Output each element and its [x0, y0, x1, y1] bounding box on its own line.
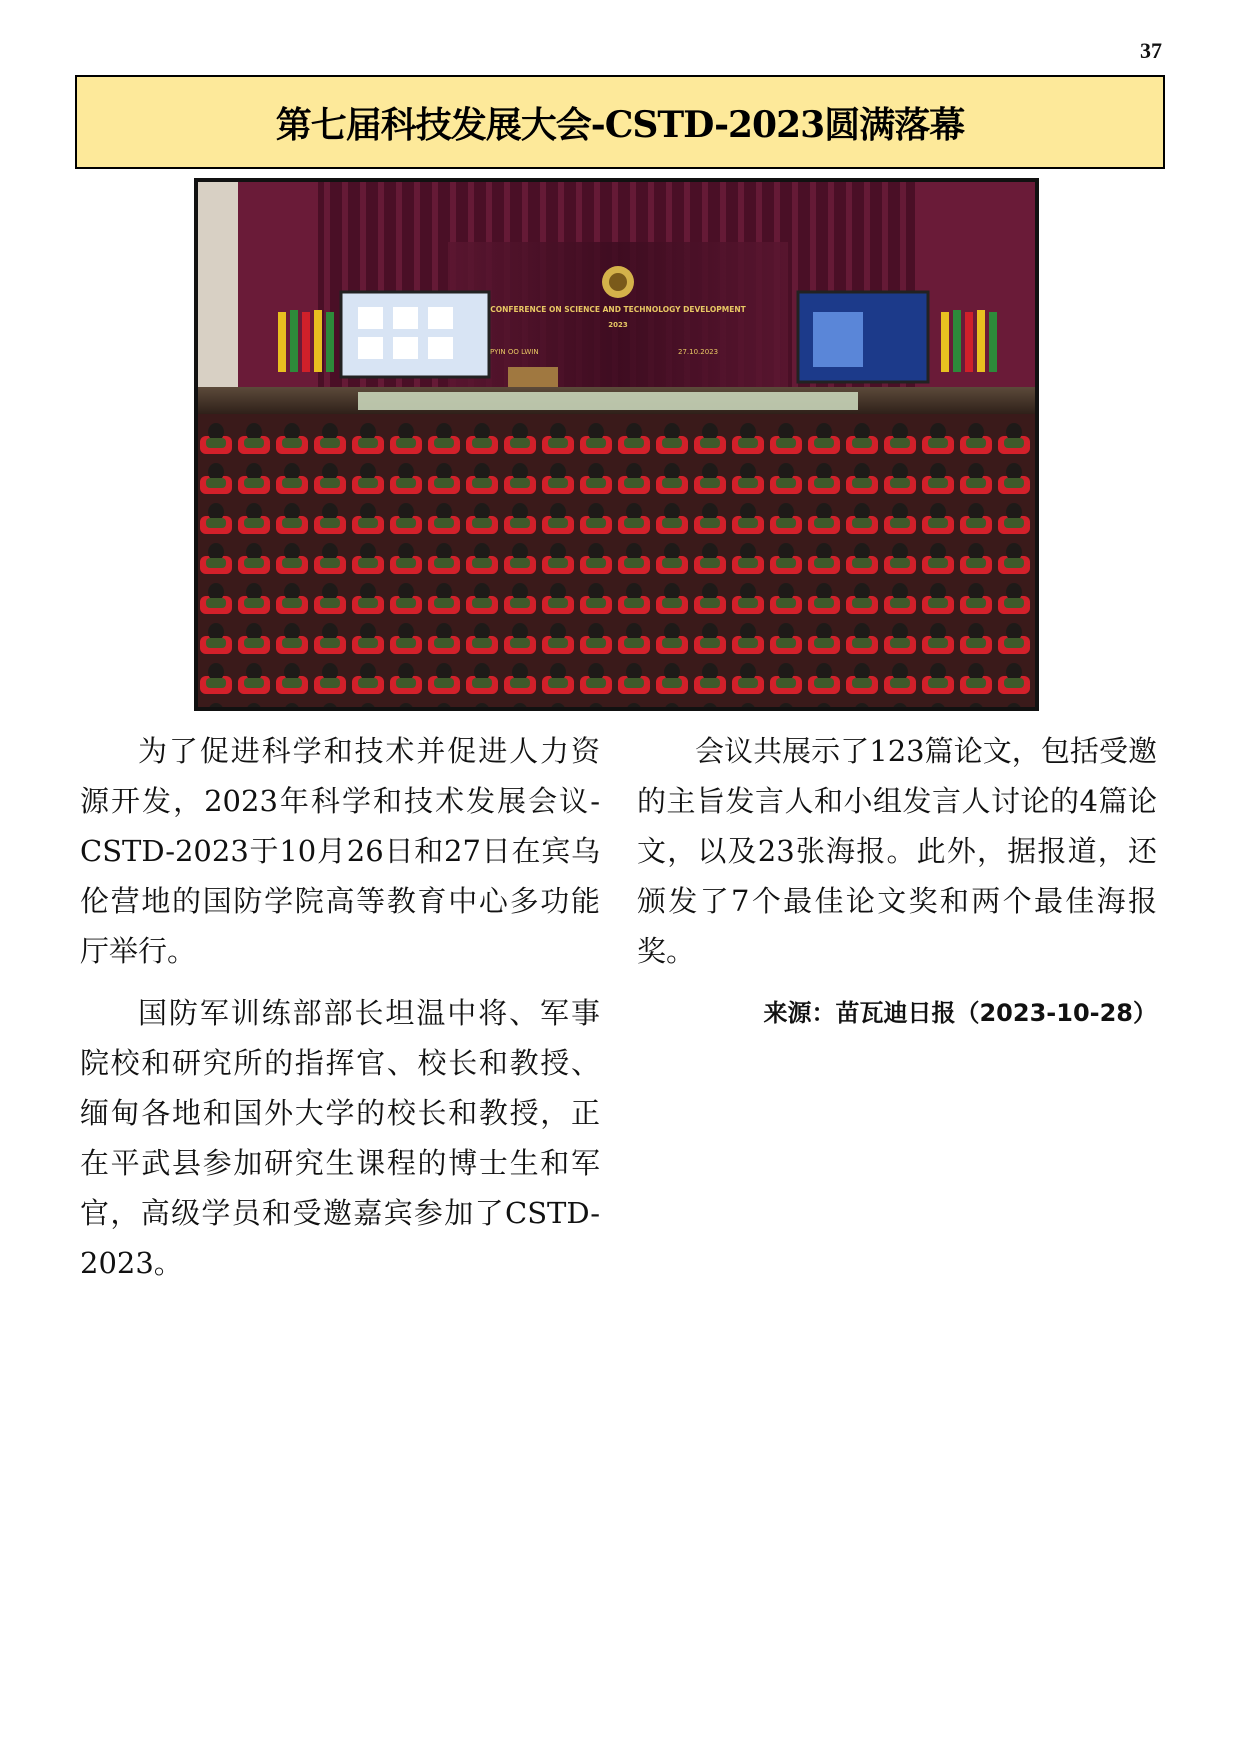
banner-year: 2023: [608, 321, 628, 329]
article-title: 第七届科技发展大会-CSTD-2023圆满落幕: [275, 103, 965, 146]
article-right-column: [637, 726, 1157, 1050]
conference-hall-photo: [194, 178, 1039, 711]
article-source: 来源：苗瓦迪日报（2023-10-28）: [763, 999, 1157, 1027]
article-paragraph: 为了促进科学和技术并促进人力资源开发，2023年科学和技术发展会议-CSTD-2023于10月26日和27日在宾乌伦营地的国防学院高等教育中心多功能厅举行。: [80, 734, 600, 968]
banner-date: 27.10.2023: [678, 348, 719, 356]
banner-location: PYIN OO LWIN: [490, 348, 539, 356]
article-paragraph: 国防军训练部部长坦温中将、军事院校和研究所的指挥官、校长和教授、缅甸各地和国外大学的校长和教授，正在平武县参加研究生课程的博士生和军官，高级学员和受邀嘉宾参加了CSTD-2023。: [80, 996, 600, 1280]
title-banner: [75, 75, 1165, 169]
audience-seats: [198, 414, 1035, 707]
banner-heading: CONFERENCE ON SCIENCE AND TECHNOLOGY DEVELOPMENT: [490, 305, 746, 314]
left-screen: [341, 292, 489, 377]
page-number: 37: [1140, 38, 1162, 63]
article-left-column: [80, 726, 600, 1300]
article-paragraph: 会议共展示了123篇论文，包括受邀的主旨发言人和小组发言人讨论的4篇论文，以及23张海报。此外，据报道，还颁发了7个最佳论文奖和两个最佳海报奖。: [637, 734, 1157, 968]
conference-hall-illustration: [198, 182, 1035, 707]
